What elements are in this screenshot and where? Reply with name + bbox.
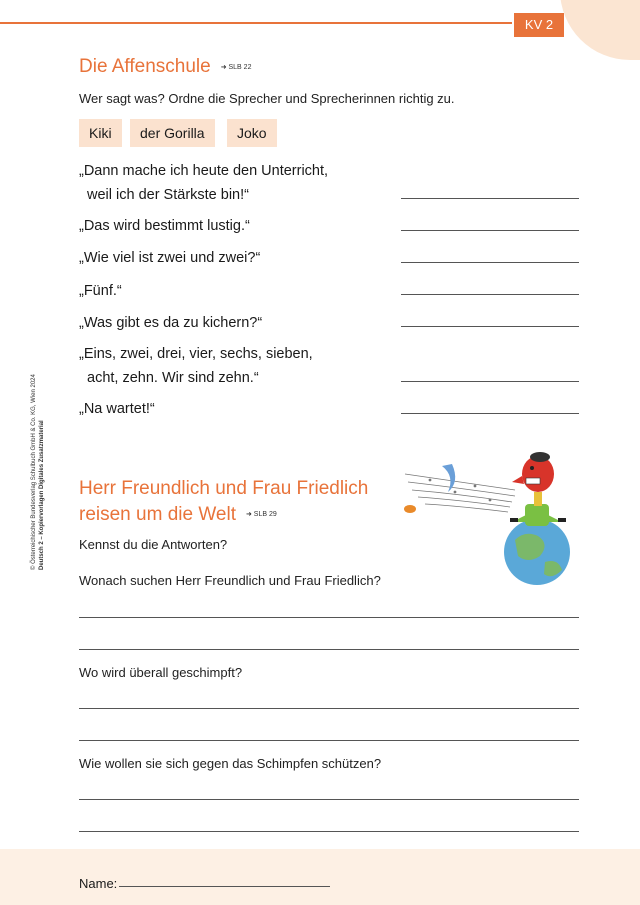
copyright-sidebar [30, 374, 46, 570]
quote-6-line1: „Eins, zwei, drei, vier, sechs, sieben, [79, 346, 313, 362]
question-2: Wo wird überall geschimpft? [79, 665, 243, 680]
name-label: Name: [79, 876, 118, 891]
corner-decoration [560, 0, 640, 60]
header-rule [0, 22, 512, 24]
answer-line-q2a[interactable] [79, 708, 579, 709]
answer-line-5[interactable] [401, 326, 579, 327]
quote-3: „Wie viel ist zwei und zwei?“ [79, 250, 261, 266]
answer-line-7[interactable] [401, 413, 579, 414]
section1-title [79, 56, 251, 78]
section2-title-line2: reisen um die Welt [79, 504, 236, 526]
quote-5: „Was gibt es da zu kichern?“ [79, 315, 263, 331]
answer-line-4[interactable] [401, 294, 579, 295]
answer-line-1[interactable] [401, 198, 579, 199]
wind-lines [405, 474, 515, 512]
quote-1-line1: „Dann mache ich heute den Unterricht, [79, 163, 329, 179]
product-text: Deutsch 2 – Kopiervorlagen Digitales Zusatzmaterial [39, 420, 45, 570]
worksheet-badge: KV 2 [514, 13, 564, 37]
answer-line-q1a[interactable] [79, 617, 579, 618]
speaker-chip-gorilla: der Gorilla [130, 119, 215, 147]
section1-instruction: Wer sagt was? Ordne die Sprecher und Sprecherinnen richtig zu. [79, 91, 455, 106]
section2-intro: Kennst du die Antworten? [79, 537, 228, 552]
answer-line-q1b[interactable] [79, 649, 579, 650]
quote-7: „Na wartet!“ [79, 401, 155, 417]
copyright-text: © Österreichischer Bundesverlag Schulbuch GmbH & Co. KG, Wien 2024 [31, 374, 37, 570]
section1-title-text: Die Affenschule [79, 56, 211, 77]
speaker-chip-joko: Joko [227, 119, 277, 147]
section2-title [79, 476, 368, 528]
speaker-chip-kiki: Kiki [79, 119, 122, 147]
question-1: Wonach suchen Herr Freundlich und Frau Friedlich? [79, 573, 381, 588]
section1-ref: ➜ SLB 22 [220, 63, 252, 71]
quote-4: „Fünf.“ [79, 283, 122, 299]
quote-1 [79, 159, 328, 207]
answer-line-6[interactable] [401, 381, 579, 382]
quote-1-line2: weil ich der Stärkste bin!“ [87, 187, 249, 203]
name-field-line[interactable] [119, 886, 330, 887]
answer-line-q3a[interactable] [79, 799, 579, 800]
question-3: Wie wollen sie sich gegen das Schimpfen schützen? [79, 756, 382, 771]
globe-character-illustration [400, 452, 590, 590]
answer-line-q3b[interactable] [79, 831, 579, 832]
answer-line-2[interactable] [401, 230, 579, 231]
answer-line-3[interactable] [401, 262, 579, 263]
quote-6-line2: acht, zehn. Wir sind zehn.“ [87, 370, 259, 386]
answer-line-q2b[interactable] [79, 740, 579, 741]
globe [504, 519, 570, 585]
quote-6 [79, 342, 313, 390]
flying-fish [404, 505, 416, 513]
section2-title-line1: Herr Freundlich und Frau Friedlich [79, 478, 369, 499]
character [510, 452, 566, 526]
section2-ref: ➜ SLB 29 [246, 511, 277, 518]
quote-2: „Das wird bestimmt lustig.“ [79, 218, 250, 234]
